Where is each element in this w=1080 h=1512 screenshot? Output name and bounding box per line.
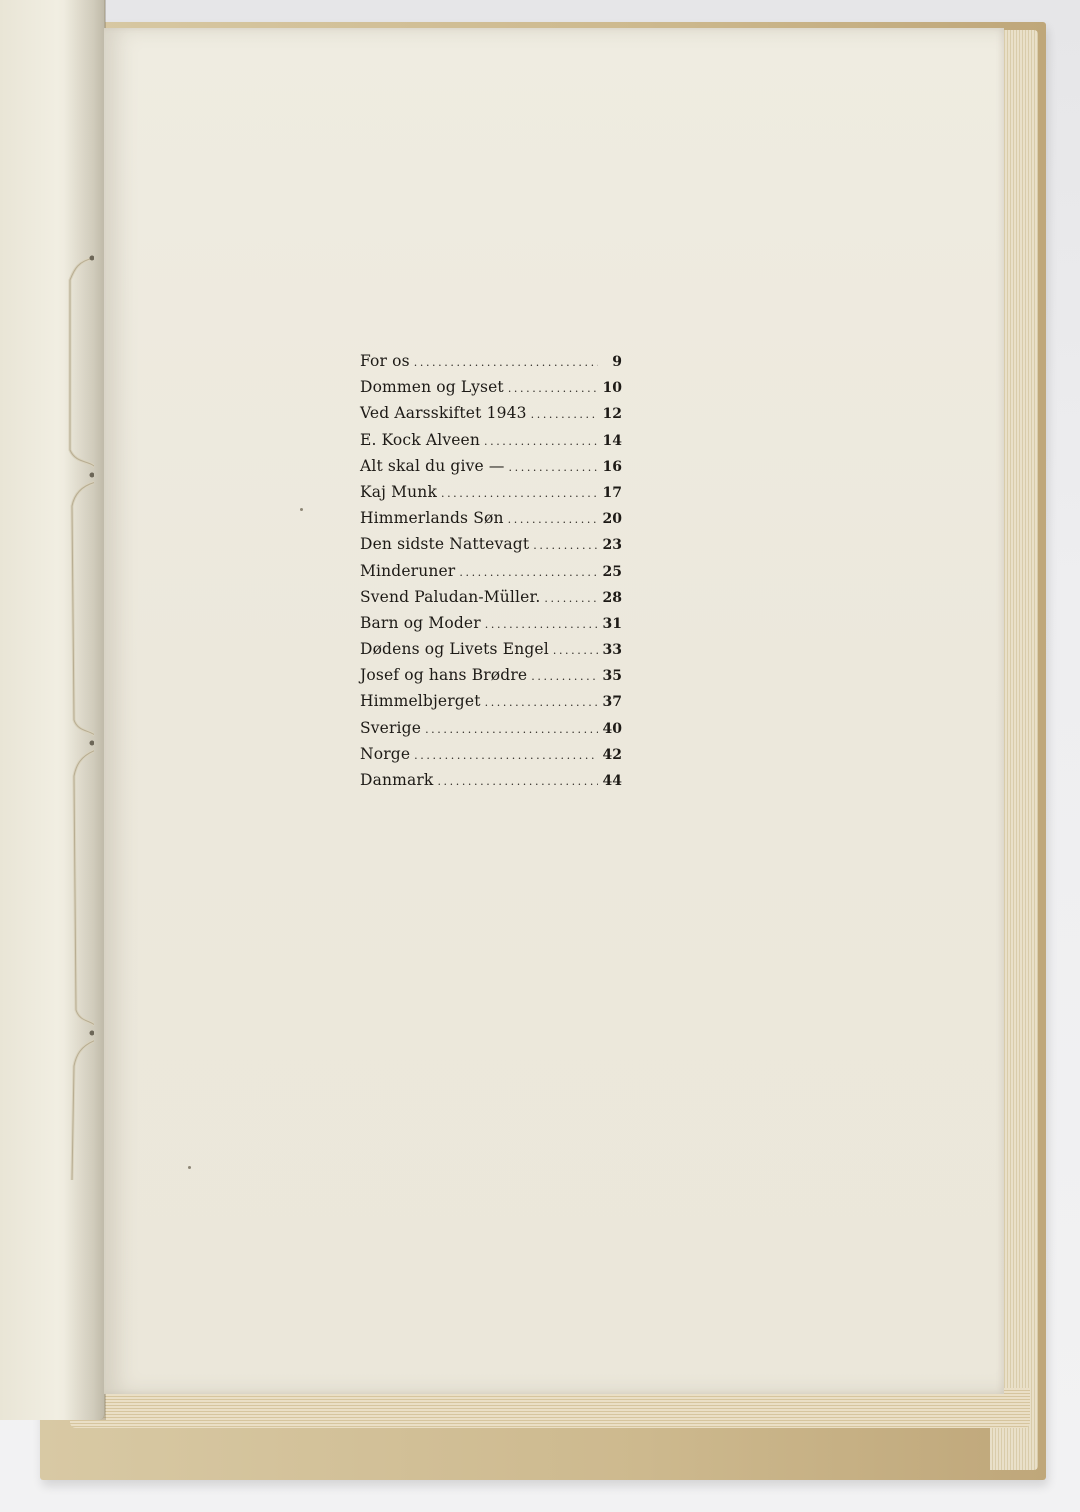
toc-entry-page: 28 xyxy=(602,589,622,606)
toc-entry-title: Himmerlands Søn xyxy=(360,509,504,528)
toc-entry xyxy=(360,584,622,610)
toc-leader-dots xyxy=(533,533,598,559)
toc-entry xyxy=(360,688,622,714)
toc-entry-title: Kaj Munk xyxy=(360,482,437,501)
toc-entry xyxy=(360,662,622,688)
toc-entry-page: 10 xyxy=(602,380,622,397)
table-of-contents xyxy=(360,348,622,793)
toc-entry-title: Norge xyxy=(360,744,411,763)
toc-leader-dots xyxy=(531,402,598,428)
toc-leader-dots xyxy=(531,664,598,690)
toc-entry-title: Minderuner xyxy=(360,561,456,580)
toc-leader-dots xyxy=(508,507,598,533)
toc-entry xyxy=(360,610,622,636)
toc-leader-dots xyxy=(414,743,598,769)
toc-entry-page: 16 xyxy=(602,458,622,475)
toc-entry xyxy=(360,636,622,662)
toc-entry-page: 25 xyxy=(602,563,622,580)
toc-entry-title: Svend Paludan-Müller. xyxy=(360,587,541,606)
page-block-bottom-edge xyxy=(70,1388,1030,1428)
toc-entry xyxy=(360,453,622,479)
toc-leader-dots xyxy=(544,586,598,612)
toc-entry-page: 33 xyxy=(602,642,622,659)
toc-leader-dots xyxy=(414,350,598,376)
toc-leader-dots xyxy=(508,376,598,402)
toc-leader-dots xyxy=(459,560,598,586)
toc-entry xyxy=(360,767,622,793)
toc-entry xyxy=(360,558,622,584)
toc-leader-dots xyxy=(484,429,598,455)
paper-speck xyxy=(300,508,303,511)
toc-entry-title: Sverige xyxy=(360,718,422,737)
toc-entry xyxy=(360,479,622,505)
toc-entry-title: Ved Aarsskiftet 1943 xyxy=(360,404,527,423)
toc-entry-page: 9 xyxy=(612,354,622,370)
toc-entry xyxy=(360,505,622,531)
toc-entry-page: 14 xyxy=(602,432,622,449)
toc-entry-title: Himmelbjerget xyxy=(360,692,481,711)
toc-leader-dots xyxy=(485,690,598,716)
toc-leader-dots xyxy=(485,612,598,638)
toc-entry-title: Alt skal du give — xyxy=(360,456,505,475)
toc-entry xyxy=(360,348,622,374)
toc-entry-page: 12 xyxy=(602,406,622,423)
paper-speck xyxy=(188,1166,191,1169)
toc-entry xyxy=(360,374,622,400)
binding-thread-icon xyxy=(66,250,94,1190)
toc-leader-dots xyxy=(425,717,598,743)
toc-entry-title: For os xyxy=(360,352,410,370)
toc-entry-title: E. Kock Alveen xyxy=(360,430,480,449)
toc-entry-page: 23 xyxy=(602,537,622,554)
toc-entry-page: 37 xyxy=(602,694,622,711)
toc-leader-dots xyxy=(437,769,598,795)
toc-entry xyxy=(360,400,622,426)
toc-entry-page: 35 xyxy=(602,668,622,685)
toc-entry-title: Dødens og Livets Engel xyxy=(360,640,549,659)
toc-leader-dots xyxy=(509,455,598,481)
toc-entry-title: Danmark xyxy=(360,771,434,789)
toc-entry xyxy=(360,715,622,741)
toc-entry-page: 31 xyxy=(602,615,622,632)
toc-entry-page: 20 xyxy=(602,511,622,528)
toc-entry xyxy=(360,427,622,453)
toc-leader-dots xyxy=(553,638,598,664)
toc-entry-page: 40 xyxy=(602,720,622,737)
toc-entry-title: Josef og hans Brødre xyxy=(360,666,528,685)
toc-entry-title: Den sidste Nattevagt xyxy=(360,535,530,554)
toc-entry-page: 42 xyxy=(602,746,622,763)
toc-entry-page: 44 xyxy=(602,773,622,789)
toc-leader-dots xyxy=(441,481,598,507)
toc-entry-page: 17 xyxy=(602,484,622,501)
toc-entry-title: Barn og Moder xyxy=(360,613,481,632)
toc-entry-title: Dommen og Lyset xyxy=(360,378,504,397)
toc-entry xyxy=(360,531,622,557)
toc-entry xyxy=(360,741,622,767)
